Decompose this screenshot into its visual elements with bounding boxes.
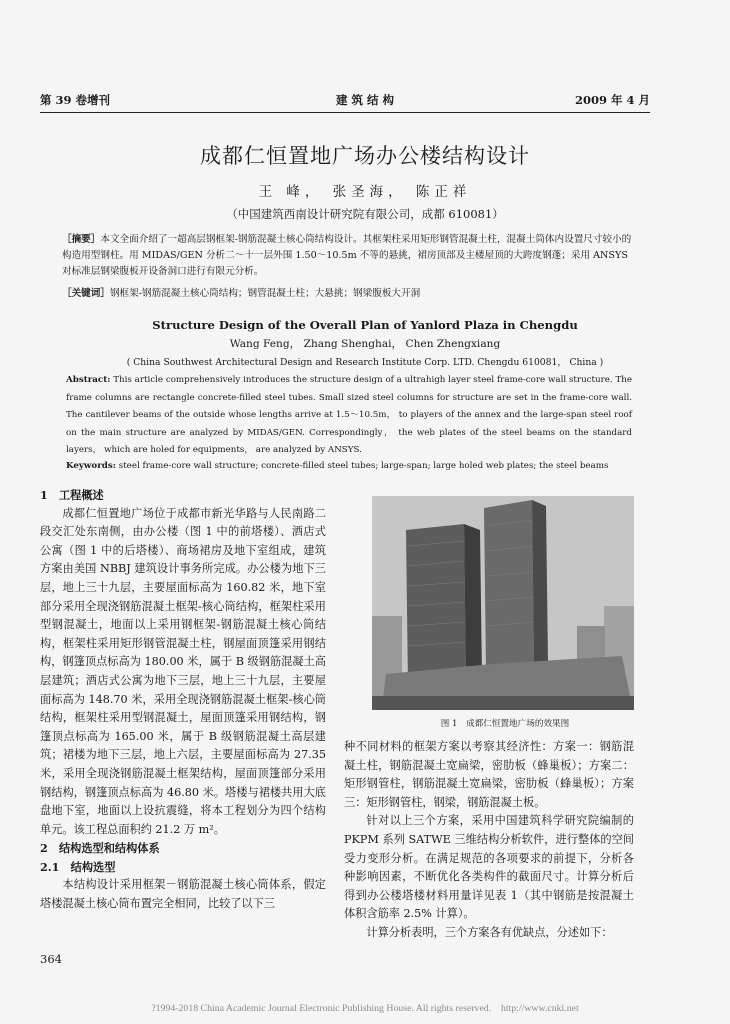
english-abstract-text: This article comprehensively introduces the structure design of a ultrahigh layer steel frame-core wall structure. The frame columns are rectangle concrete-filled steel tubes. Small sized steel columns for structure are set in the frame-core wall. The cantilever beams of the outside whose lengths arrive at 1.5～10.5m， to players of the annex and the large-span steel roof on the main structure are analyzed by MIDAS/GEN. Correspondingly， the web plates of the steel beams on the standard layers， which are holed for equipments， are analyzed by ANSYS. [66, 375, 632, 455]
article-affiliation: （中国建筑西南设计研究院有限公司，成都 610081） [226, 207, 504, 221]
header-volume: 第 39 卷增刊 [40, 93, 111, 107]
keywords-zh [62, 286, 632, 302]
english-abstract [66, 372, 632, 460]
english-keywords [66, 461, 632, 471]
keywords-zh-label: ［关键词］ [62, 288, 110, 299]
english-keywords-label: Keywords: [66, 461, 116, 471]
article-authors: 王 峰， 张圣海， 陈正祥 [258, 184, 472, 200]
copyright-footer: ?1994-2018 China Academic Journal Electronic Publishing House. All rights reserved. http://www.cnki.net [151, 1003, 579, 1014]
section-2-1-paragraph: 本结构设计采用框架－钢筋混凝土核心筒体系，假定塔楼混凝土核心筒布置完全相同，比较了以下三 [40, 878, 326, 911]
article-title: 成都仁恒置地广场办公楼结构设计 [200, 144, 530, 168]
section-2-1-heading: 2.1 结构选型 [40, 859, 116, 874]
right-column [344, 738, 634, 943]
page-number: 364 [40, 952, 62, 966]
building-rendering-image [372, 496, 634, 710]
keywords-zh-text: 钢框架-钢筋混凝土核心筒结构；钢管混凝土柱；大悬挑；钢梁腹板大开洞 [109, 288, 421, 299]
english-abstract-label: Abstract: [66, 375, 111, 385]
header-date: 2009 年 4 月 [574, 93, 650, 107]
abstract-zh-label: ［摘要］ [62, 234, 101, 245]
right-column-paragraph-3: 计算分析表明，三个方案各有优缺点，分述如下： [366, 925, 613, 939]
english-title: Structure Design of the Overall Plan of Yanlord Plaza in Chengdu [152, 318, 578, 332]
section-1-paragraph: 成都仁恒置地广场位于成都市新光华路与人民南路二段交汇处东南侧，由办公楼（图 1 中的前塔楼）、酒店式公寓（图 1 中的后塔楼）、商场裙房及地下室组成，建筑方案由美国 NBBJ 建筑设计事务所完成。办公楼为地下三层，地上三十九层，主要屋面标高为 160.82 米，地下室部分采用全现浇钢筋混凝土框架-核心筒结构，框架柱采用型钢混凝土，地面以上采用钢框架-钢筋混凝土核心筒结构，框架柱采用矩形钢管混凝土柱，钢屋面顶篷采用钢结构，钢篷顶点标高为 180.00 米，属于 B 级钢筋混凝土高层建筑；酒店式公寓为地下三层，地上三十九层，主要屋面标高为 148.70 米，采用全现浇钢筋混凝土框架-核心筒结构，框架柱采用型钢混凝土，屋面顶篷采用钢结构，钢篷顶点标高为 165.00 米，属于 B 级钢筋混凝土高层建筑；裙楼为地下三层，地上六层，主要屋面标高为 27.35 米，采用全现浇钢筋混凝土框架结构，屋面顶篷部分采用钢结构，钢篷顶点标高为 46.80 米。塔楼与裙楼共用大底盘地下室，地面以上设抗震缝，将本工程划分为四个结构单元。该工程总面积约 21.2 万 m²。 [40, 506, 326, 836]
figure-1-photo [372, 496, 634, 710]
section-2-heading: 2 结构选型和结构体系 [40, 841, 160, 856]
english-affiliation: ( China Southwest Architectural Design and Research Institute Corp. LTD. Chengdu 610081， China ) [126, 357, 604, 368]
english-authors: Wang Feng， Zhang Shenghai， Chen Zhengxiang [229, 338, 501, 350]
figure-1-caption: 图 1 成都仁恒置地广场的效果图 [440, 719, 570, 729]
abstract-zh [62, 232, 632, 280]
section-1-heading: 1 工程概述 [40, 488, 104, 502]
left-column [40, 486, 326, 914]
header-rule [40, 112, 650, 113]
right-column-paragraph-2: 针对以上三个方案，采用中国建筑科学研究院编制的 PKPM 系列 SATWE 三维结构分析软件，进行整体的空间受力变形分析。在满足规范的各项要求的前提下，分析各种影响因素，不断优化各类构件的截面尺寸。计算分析后得到办公楼塔楼材料用量详见表 1（其中钢筋是按混凝土体积含筋率 2.5% 计算）。 [344, 814, 634, 921]
right-column-paragraph-1: 种不同材料的框架方案以考察其经济性：方案一：钢筋混凝土柱，钢筋混凝土宽扁梁，密肋板（蜂巢板）；方案二：矩形钢管柱，钢筋混凝土宽扁梁，密肋板（蜂巢板）；方案三：矩形钢管柱，钢梁，钢筋混凝土板。 [344, 740, 634, 809]
abstract-zh-text: 本文全面介绍了一超高层钢框架-钢筋混凝土核心筒结构设计。其框架柱采用矩形钢管混凝土柱，混凝土筒体内设置尺寸较小的构造用型钢柱。用 MIDAS/GEN 分析二～十一层外围 1.50～10.5m 不等的悬挑，裙房顶部及主楼屋顶的大跨度钢蓬；采用 ANSYS 对标准层钢梁腹板开设备洞口进行有限元分析。 [62, 234, 632, 277]
header-journal: 建 筑 结 构 [335, 93, 394, 107]
english-keywords-text: steel frame-core wall structure; concrete-filled steel tubes; large-span; large holed web plates; the steel beams [118, 461, 609, 471]
